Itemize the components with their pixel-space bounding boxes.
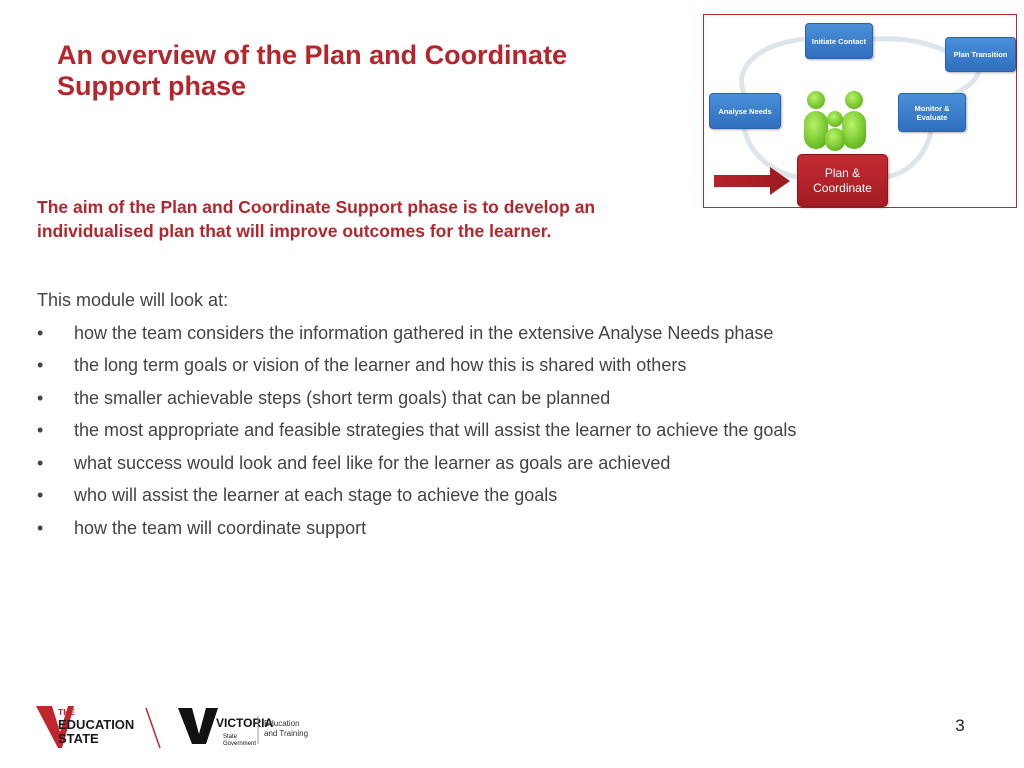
list-item: • what success would look and feel like for the learner as goals are achieved [37, 447, 937, 480]
module-overview [37, 284, 937, 544]
list-item: • how the team considers the information gathered in the extensive Analyse Needs phase [37, 317, 937, 350]
module-intro: This module will look at: [37, 290, 229, 310]
logo-state-gov-1: State [223, 734, 238, 740]
list-item: • the most appropriate and feasible strategies that will assist the learner to achieve the goals [37, 414, 937, 447]
slide-title-line-1: An overview of the Plan and Coordinate [57, 40, 568, 70]
list-item: • the smaller achievable steps (short term goals) that can be planned [37, 382, 937, 415]
slide-title-line-2: Support phase [57, 71, 247, 101]
logo-state-gov-2: Government [223, 741, 257, 747]
aim-line-2: individualised plan that will improve outcomes for the learner. [37, 221, 552, 241]
aim-line-1: The aim of the Plan and Coordinate Support phase is to develop an [37, 197, 596, 217]
analyse-needs-node [709, 93, 781, 129]
phase-cycle-diagram [703, 14, 1017, 208]
current-phase-arrow-icon [712, 165, 792, 197]
monitor-label-line-1: Monitor & [914, 103, 950, 113]
list-item: • who will assist the learner at each stage to achieve the goals [37, 479, 937, 512]
initiate-contact-label: Initiate Contact [811, 36, 867, 46]
page-number: 3 [955, 716, 965, 735]
aim-statement [37, 195, 687, 243]
logo-state-text: STATE [58, 731, 99, 746]
victoria-emblem-icon [178, 708, 218, 744]
logo-dept-2: and Training [264, 729, 309, 738]
logo-victoria-text: VICTORIA [216, 716, 274, 730]
plan-label-line-2: Coordinate [813, 180, 872, 195]
plan-coordinate-node [797, 154, 888, 207]
analyse-needs-label: Analyse Needs [718, 106, 772, 116]
logo-dept-1: Education [264, 719, 300, 728]
topic-list [37, 317, 937, 545]
footer-logos [36, 704, 336, 757]
monitor-label-line-2: Evaluate [916, 112, 948, 122]
logo-education-text: EDUCATION [58, 717, 135, 732]
slide-title [57, 40, 677, 102]
plan-label-line-1: Plan & [824, 165, 861, 180]
plan-transition-label: Plan Transition [953, 50, 1008, 59]
initiate-contact-node [805, 23, 873, 59]
monitor-evaluate-node [898, 93, 966, 132]
people-icon [798, 89, 874, 151]
plan-transition-node [945, 37, 1016, 72]
education-state-logo [36, 704, 336, 752]
list-item: • the long term goals or vision of the learner and how this is shared with others [37, 349, 937, 382]
logo-the-text: THE [58, 707, 75, 717]
list-item: • how the team will coordinate support [37, 512, 937, 545]
